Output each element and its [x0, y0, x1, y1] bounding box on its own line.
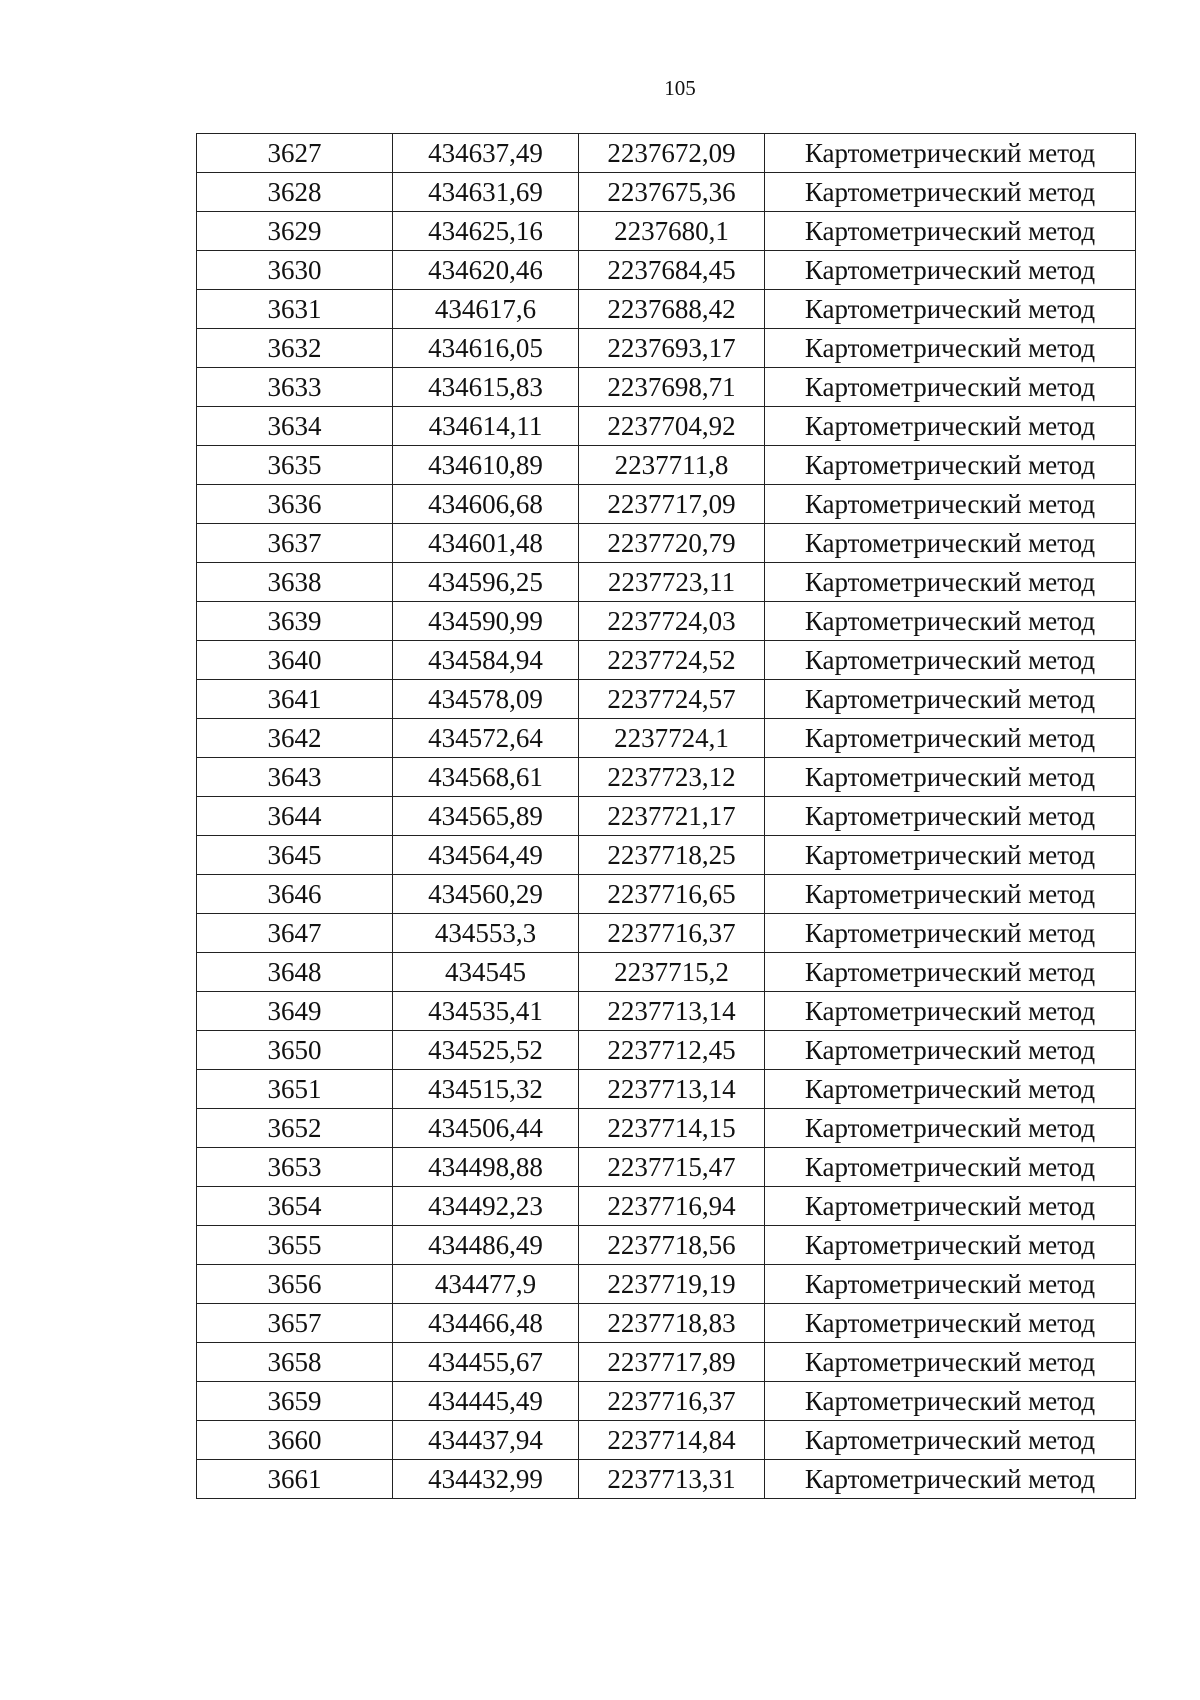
point-number-cell: 3641	[197, 680, 393, 719]
point-number-cell: 3638	[197, 563, 393, 602]
method-cell: Картометрический метод	[765, 1148, 1136, 1187]
table-row	[197, 992, 1136, 1031]
table-row	[197, 836, 1136, 875]
point-number-cell: 3658	[197, 1343, 393, 1382]
y-coordinate-cell: 2237713,14	[579, 1070, 765, 1109]
y-coordinate-cell: 2237716,94	[579, 1187, 765, 1226]
point-number-cell: 3653	[197, 1148, 393, 1187]
table-row	[197, 251, 1136, 290]
x-coordinate-cell: 434620,46	[393, 251, 579, 290]
table-row	[197, 134, 1136, 173]
point-number-cell: 3657	[197, 1304, 393, 1343]
y-coordinate-cell: 2237715,2	[579, 953, 765, 992]
y-coordinate-cell: 2237712,45	[579, 1031, 765, 1070]
table-row	[197, 1031, 1136, 1070]
table-row	[197, 602, 1136, 641]
x-coordinate-cell: 434455,67	[393, 1343, 579, 1382]
y-coordinate-cell: 2237714,15	[579, 1109, 765, 1148]
table-row	[197, 875, 1136, 914]
y-coordinate-cell: 2237717,09	[579, 485, 765, 524]
point-number-cell: 3633	[197, 368, 393, 407]
point-number-cell: 3650	[197, 1031, 393, 1070]
x-coordinate-cell: 434477,9	[393, 1265, 579, 1304]
table-row	[197, 1187, 1136, 1226]
point-number-cell: 3648	[197, 953, 393, 992]
method-cell: Картометрический метод	[765, 1187, 1136, 1226]
y-coordinate-cell: 2237715,47	[579, 1148, 765, 1187]
method-cell: Картометрический метод	[765, 992, 1136, 1031]
y-coordinate-cell: 2237713,14	[579, 992, 765, 1031]
point-number-cell: 3631	[197, 290, 393, 329]
y-coordinate-cell: 2237724,57	[579, 680, 765, 719]
y-coordinate-cell: 2237711,8	[579, 446, 765, 485]
table-row	[197, 719, 1136, 758]
method-cell: Картометрический метод	[765, 1226, 1136, 1265]
x-coordinate-cell: 434492,23	[393, 1187, 579, 1226]
point-number-cell: 3629	[197, 212, 393, 251]
point-number-cell: 3661	[197, 1460, 393, 1499]
method-cell: Картометрический метод	[765, 290, 1136, 329]
point-number-cell: 3639	[197, 602, 393, 641]
y-coordinate-cell: 2237675,36	[579, 173, 765, 212]
x-coordinate-cell: 434590,99	[393, 602, 579, 641]
y-coordinate-cell: 2237718,83	[579, 1304, 765, 1343]
x-coordinate-cell: 434568,61	[393, 758, 579, 797]
y-coordinate-cell: 2237719,19	[579, 1265, 765, 1304]
x-coordinate-cell: 434606,68	[393, 485, 579, 524]
point-number-cell: 3644	[197, 797, 393, 836]
method-cell: Картометрический метод	[765, 251, 1136, 290]
y-coordinate-cell: 2237718,56	[579, 1226, 765, 1265]
y-coordinate-cell: 2237680,1	[579, 212, 765, 251]
point-number-cell: 3630	[197, 251, 393, 290]
method-cell: Картометрический метод	[765, 602, 1136, 641]
table-row	[197, 1382, 1136, 1421]
method-cell: Картометрический метод	[765, 212, 1136, 251]
table-row	[197, 914, 1136, 953]
method-cell: Картометрический метод	[765, 329, 1136, 368]
method-cell: Картометрический метод	[765, 134, 1136, 173]
method-cell: Картометрический метод	[765, 1304, 1136, 1343]
x-coordinate-cell: 434601,48	[393, 524, 579, 563]
table-row	[197, 1460, 1136, 1499]
point-number-cell: 3627	[197, 134, 393, 173]
x-coordinate-cell: 434617,6	[393, 290, 579, 329]
y-coordinate-cell: 2237684,45	[579, 251, 765, 290]
method-cell: Картометрический метод	[765, 1031, 1136, 1070]
method-cell: Картометрический метод	[765, 1265, 1136, 1304]
method-cell: Картометрический метод	[765, 953, 1136, 992]
method-cell: Картометрический метод	[765, 446, 1136, 485]
y-coordinate-cell: 2237713,31	[579, 1460, 765, 1499]
method-cell: Картометрический метод	[765, 1343, 1136, 1382]
x-coordinate-cell: 434578,09	[393, 680, 579, 719]
method-cell: Картометрический метод	[765, 173, 1136, 212]
x-coordinate-cell: 434631,69	[393, 173, 579, 212]
y-coordinate-cell: 2237714,84	[579, 1421, 765, 1460]
method-cell: Картометрический метод	[765, 1109, 1136, 1148]
page-number: 105	[664, 76, 696, 100]
y-coordinate-cell: 2237716,65	[579, 875, 765, 914]
method-cell: Картометрический метод	[765, 758, 1136, 797]
method-cell: Картометрический метод	[765, 914, 1136, 953]
point-number-cell: 3660	[197, 1421, 393, 1460]
point-number-cell: 3634	[197, 407, 393, 446]
y-coordinate-cell: 2237693,17	[579, 329, 765, 368]
table-row	[197, 797, 1136, 836]
point-number-cell: 3645	[197, 836, 393, 875]
table-row	[197, 1109, 1136, 1148]
method-cell: Картометрический метод	[765, 563, 1136, 602]
table-row	[197, 953, 1136, 992]
table-row	[197, 407, 1136, 446]
x-coordinate-cell: 434625,16	[393, 212, 579, 251]
method-cell: Картометрический метод	[765, 875, 1136, 914]
table-row	[197, 446, 1136, 485]
point-number-cell: 3632	[197, 329, 393, 368]
y-coordinate-cell: 2237718,25	[579, 836, 765, 875]
y-coordinate-cell: 2237720,79	[579, 524, 765, 563]
y-coordinate-cell: 2237724,52	[579, 641, 765, 680]
table-row	[197, 524, 1136, 563]
table-body	[197, 134, 1136, 1499]
point-number-cell: 3635	[197, 446, 393, 485]
x-coordinate-cell: 434445,49	[393, 1382, 579, 1421]
x-coordinate-cell: 434432,99	[393, 1460, 579, 1499]
x-coordinate-cell: 434584,94	[393, 641, 579, 680]
method-cell: Картометрический метод	[765, 1070, 1136, 1109]
method-cell: Картометрический метод	[765, 485, 1136, 524]
x-coordinate-cell: 434564,49	[393, 836, 579, 875]
y-coordinate-cell: 2237698,71	[579, 368, 765, 407]
table-row	[197, 680, 1136, 719]
method-cell: Картометрический метод	[765, 641, 1136, 680]
y-coordinate-cell: 2237721,17	[579, 797, 765, 836]
point-number-cell: 3652	[197, 1109, 393, 1148]
table-row	[197, 758, 1136, 797]
point-number-cell: 3636	[197, 485, 393, 524]
table-row	[197, 1421, 1136, 1460]
point-number-cell: 3646	[197, 875, 393, 914]
x-coordinate-cell: 434596,25	[393, 563, 579, 602]
x-coordinate-cell: 434572,64	[393, 719, 579, 758]
y-coordinate-cell: 2237723,12	[579, 758, 765, 797]
y-coordinate-cell: 2237724,03	[579, 602, 765, 641]
table-row	[197, 212, 1136, 251]
point-number-cell: 3640	[197, 641, 393, 680]
point-number-cell: 3659	[197, 1382, 393, 1421]
y-coordinate-cell: 2237716,37	[579, 914, 765, 953]
x-coordinate-cell: 434498,88	[393, 1148, 579, 1187]
table-row	[197, 173, 1136, 212]
point-number-cell: 3637	[197, 524, 393, 563]
table-row	[197, 1226, 1136, 1265]
x-coordinate-cell: 434466,48	[393, 1304, 579, 1343]
table-row	[197, 1265, 1136, 1304]
table-row	[197, 1304, 1136, 1343]
y-coordinate-cell: 2237716,37	[579, 1382, 765, 1421]
table-row	[197, 368, 1136, 407]
x-coordinate-cell: 434553,3	[393, 914, 579, 953]
table-row	[197, 563, 1136, 602]
table-row	[197, 329, 1136, 368]
method-cell: Картометрический метод	[765, 407, 1136, 446]
x-coordinate-cell: 434637,49	[393, 134, 579, 173]
method-cell: Картометрический метод	[765, 797, 1136, 836]
point-number-cell: 3656	[197, 1265, 393, 1304]
method-cell: Картометрический метод	[765, 719, 1136, 758]
point-number-cell: 3654	[197, 1187, 393, 1226]
point-number-cell: 3649	[197, 992, 393, 1031]
method-cell: Картометрический метод	[765, 1421, 1136, 1460]
y-coordinate-cell: 2237688,42	[579, 290, 765, 329]
point-number-cell: 3651	[197, 1070, 393, 1109]
x-coordinate-cell: 434565,89	[393, 797, 579, 836]
table-row	[197, 290, 1136, 329]
method-cell: Картометрический метод	[765, 1460, 1136, 1499]
method-cell: Картометрический метод	[765, 836, 1136, 875]
point-number-cell: 3643	[197, 758, 393, 797]
point-number-cell: 3628	[197, 173, 393, 212]
method-cell: Картометрический метод	[765, 524, 1136, 563]
x-coordinate-cell: 434525,52	[393, 1031, 579, 1070]
x-coordinate-cell: 434535,41	[393, 992, 579, 1031]
x-coordinate-cell: 434615,83	[393, 368, 579, 407]
x-coordinate-cell: 434506,44	[393, 1109, 579, 1148]
point-number-cell: 3655	[197, 1226, 393, 1265]
table-row	[197, 1343, 1136, 1382]
x-coordinate-cell: 434515,32	[393, 1070, 579, 1109]
y-coordinate-cell: 2237724,1	[579, 719, 765, 758]
table-row	[197, 485, 1136, 524]
x-coordinate-cell: 434614,11	[393, 407, 579, 446]
method-cell: Картометрический метод	[765, 368, 1136, 407]
x-coordinate-cell: 434610,89	[393, 446, 579, 485]
y-coordinate-cell: 2237672,09	[579, 134, 765, 173]
y-coordinate-cell: 2237704,92	[579, 407, 765, 446]
x-coordinate-cell: 434545	[393, 953, 579, 992]
x-coordinate-cell: 434437,94	[393, 1421, 579, 1460]
x-coordinate-cell: 434616,05	[393, 329, 579, 368]
point-number-cell: 3647	[197, 914, 393, 953]
y-coordinate-cell: 2237717,89	[579, 1343, 765, 1382]
table-row	[197, 1148, 1136, 1187]
method-cell: Картометрический метод	[765, 680, 1136, 719]
x-coordinate-cell: 434486,49	[393, 1226, 579, 1265]
table-row	[197, 1070, 1136, 1109]
x-coordinate-cell: 434560,29	[393, 875, 579, 914]
coordinates-table	[196, 133, 1136, 1499]
method-cell: Картометрический метод	[765, 1382, 1136, 1421]
point-number-cell: 3642	[197, 719, 393, 758]
y-coordinate-cell: 2237723,11	[579, 563, 765, 602]
table-row	[197, 641, 1136, 680]
